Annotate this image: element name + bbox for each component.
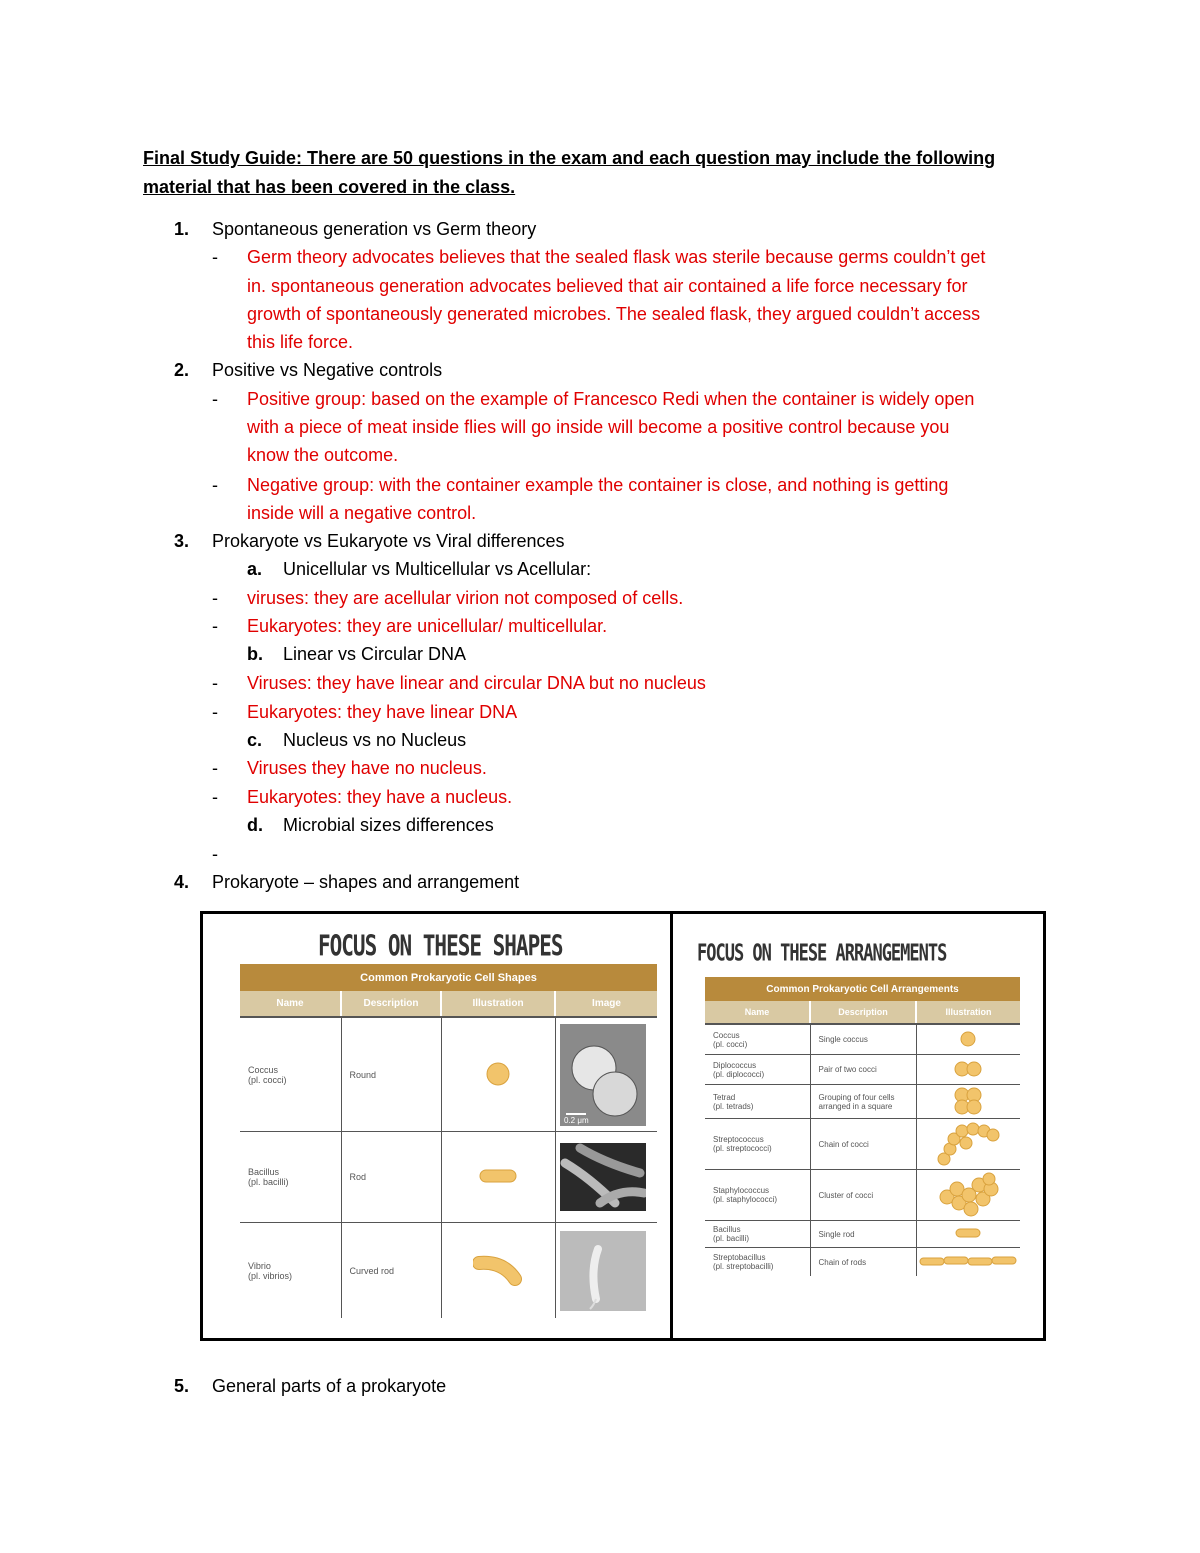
col-header: Image <box>555 991 657 1017</box>
item-label: General parts of a prokaryote <box>212 1376 447 1396</box>
sub-letter: a. <box>247 559 263 579</box>
item-label: Prokaryote – shapes and arrangement <box>212 872 520 892</box>
item-number: 5. <box>174 1376 190 1396</box>
sub-label: Unicellular vs Multicellular vs Acellular: <box>283 559 592 579</box>
bacillus-micrograph <box>560 1143 646 1211</box>
answer-line: inside will a negative control. <box>247 503 477 523</box>
item-number: 1. <box>174 219 190 239</box>
answer-line: Viruses: they have linear and circular DNA but no nucleus <box>247 673 706 693</box>
answer-line: in. spontaneous generation advocates believed that air contained a life force necessary for <box>247 276 968 296</box>
shape-name: Vibrio <box>248 1260 271 1271</box>
item-number: 4. <box>174 872 190 892</box>
table-row <box>240 1223 657 1319</box>
arr-plural: (pl. streptococci) <box>713 1144 772 1153</box>
col-header: Illustration <box>441 991 555 1017</box>
coccus-illustration <box>483 1061 513 1087</box>
sub-letter: c. <box>247 730 263 750</box>
arr-plural: (pl. tetrads) <box>713 1101 754 1111</box>
shape-plural: (pl. cocci) <box>248 1074 287 1085</box>
shape-desc: Rod <box>341 1132 441 1223</box>
table-row <box>705 1085 1020 1119</box>
dash: - <box>212 588 218 608</box>
diplococcus-illustration <box>952 1060 984 1078</box>
shape-plural: (pl. vibrios) <box>248 1270 293 1281</box>
sub-letter: b. <box>247 644 263 664</box>
col-header: Description <box>341 991 441 1017</box>
answer-line: viruses: they are acellular virion not composed of cells. <box>247 588 684 608</box>
arr-desc: Chain of cocci <box>810 1119 916 1170</box>
sub-letter: d. <box>247 815 263 835</box>
answer-line: with a piece of meat inside flies will go inside will become a positive control because you <box>247 417 950 437</box>
dash: - <box>212 389 218 409</box>
tetrad-illustration <box>953 1086 983 1116</box>
arr-desc: Chain of rods <box>810 1248 916 1277</box>
scale-bar-label: 0.2 μm <box>563 1115 589 1125</box>
item-label: Spontaneous generation vs Germ theory <box>212 219 537 239</box>
table-row <box>705 1248 1020 1277</box>
item-label: Positive vs Negative controls <box>212 360 443 380</box>
coccus-arrangement-illustration <box>958 1030 978 1048</box>
arrangements-caption: Common Prokaryotic Cell Arrangements <box>705 977 1020 1001</box>
page-title: Final Study Guide: There are 50 questions in the exam and each question may include the following material that has been covered in the class. <box>143 148 996 197</box>
answer-line: Eukaryotes: they have a nucleus. <box>247 787 513 807</box>
sub-label: Microbial sizes differences <box>283 815 494 835</box>
table-row <box>705 1170 1020 1221</box>
arr-desc-cont: arranged in a square <box>818 1101 893 1111</box>
shape-plural: (pl. bacilli) <box>248 1177 289 1187</box>
shape-name: Bacillus <box>248 1167 280 1177</box>
dash: - <box>212 758 218 778</box>
arrangements-table <box>705 977 1020 1276</box>
dash: - <box>212 247 218 267</box>
shape-illustration <box>441 1017 555 1132</box>
sub-label: Nucleus vs no Nucleus <box>283 730 467 750</box>
answer-line: Germ theory advocates believes that the sealed flask was sterile because germs couldn’t get <box>247 247 986 267</box>
figure-divider <box>670 911 673 1341</box>
bacillus-arrangement-illustration <box>953 1226 983 1240</box>
arr-name: Bacillus <box>713 1225 741 1234</box>
item-number: 2. <box>174 360 190 380</box>
table-row <box>240 1017 657 1132</box>
vibrio-illustration <box>473 1253 523 1287</box>
table-row <box>705 1221 1020 1248</box>
shape-illustration <box>441 1132 555 1223</box>
col-header: Description <box>810 1001 916 1024</box>
col-header: Name <box>240 991 341 1017</box>
answer-line: Negative group: with the container example the container is close, and nothing is getting <box>247 475 949 495</box>
sub-label: Linear vs Circular DNA <box>283 644 467 664</box>
dash: - <box>212 475 218 495</box>
arr-desc: Single rod <box>810 1221 916 1248</box>
arrangements-title: FOCUS ON THESE ARRANGEMENTS <box>697 940 947 967</box>
shapes-title: FOCUS ON THESE SHAPES <box>318 930 563 963</box>
arr-plural: (pl. staphylococci) <box>713 1195 778 1204</box>
col-header: Illustration <box>916 1001 1020 1024</box>
arr-name: Coccus <box>713 1030 740 1040</box>
answer-line: know the outcome. <box>247 445 399 465</box>
dash: - <box>212 787 218 807</box>
answer-line: growth of spontaneously generated microbes. The sealed flask, they argued couldn’t access <box>247 304 981 324</box>
vibrio-micrograph <box>560 1231 646 1311</box>
arr-name: Streptobacillus <box>713 1253 766 1262</box>
shape-desc: Curved rod <box>341 1223 441 1319</box>
arr-plural: (pl. bacilli) <box>713 1234 750 1243</box>
answer-line: Eukaryotes: they have linear DNA <box>247 702 518 722</box>
table-row <box>705 1055 1020 1085</box>
staphylococcus-illustration <box>933 1171 1003 1217</box>
item-number: 3. <box>174 531 190 551</box>
table-row <box>705 1119 1020 1170</box>
dash: - <box>212 702 218 722</box>
table-row <box>705 1024 1020 1055</box>
col-header: Name <box>705 1001 810 1024</box>
arr-plural: (pl. diplococci) <box>713 1069 765 1079</box>
dash: - <box>212 673 218 693</box>
arr-plural: (pl. streptobacilli) <box>713 1262 774 1271</box>
shapes-table <box>240 964 657 1318</box>
streptobacillus-illustration <box>918 1253 1018 1269</box>
table-row <box>240 1132 657 1223</box>
answer-line: Viruses they have no nucleus. <box>247 758 487 778</box>
arr-desc: Cluster of cocci <box>810 1170 916 1221</box>
shapes-caption: Common Prokaryotic Cell Shapes <box>240 964 657 991</box>
dash: - <box>212 844 218 864</box>
streptococcus-illustration <box>936 1119 1000 1167</box>
arr-desc: Single coccus <box>810 1024 916 1055</box>
item-label: Prokaryote vs Eukaryote vs Viral differences <box>212 531 565 551</box>
dash: - <box>212 616 218 636</box>
arr-name: Staphylococcus <box>713 1186 770 1195</box>
shape-name: Coccus <box>248 1064 279 1075</box>
answer-line: Positive group: based on the example of Francesco Redi when the container is widely open <box>247 389 975 409</box>
arr-desc: Grouping of four cells <box>818 1092 895 1102</box>
shape-illustration <box>441 1223 555 1319</box>
arr-desc: Pair of two cocci <box>810 1055 916 1085</box>
answer-line: this life force. <box>247 332 354 352</box>
arr-name: Tetrad <box>713 1092 736 1102</box>
arr-name: Diplococcus <box>713 1060 757 1070</box>
answer-line: Eukaryotes: they are unicellular/ multicellular. <box>247 616 608 636</box>
arr-plural: (pl. cocci) <box>713 1039 748 1049</box>
bacillus-illustration <box>476 1166 520 1186</box>
arr-name: Streptococcus <box>713 1135 764 1144</box>
coccus-micrograph <box>560 1024 646 1126</box>
shape-desc: Round <box>341 1017 441 1132</box>
